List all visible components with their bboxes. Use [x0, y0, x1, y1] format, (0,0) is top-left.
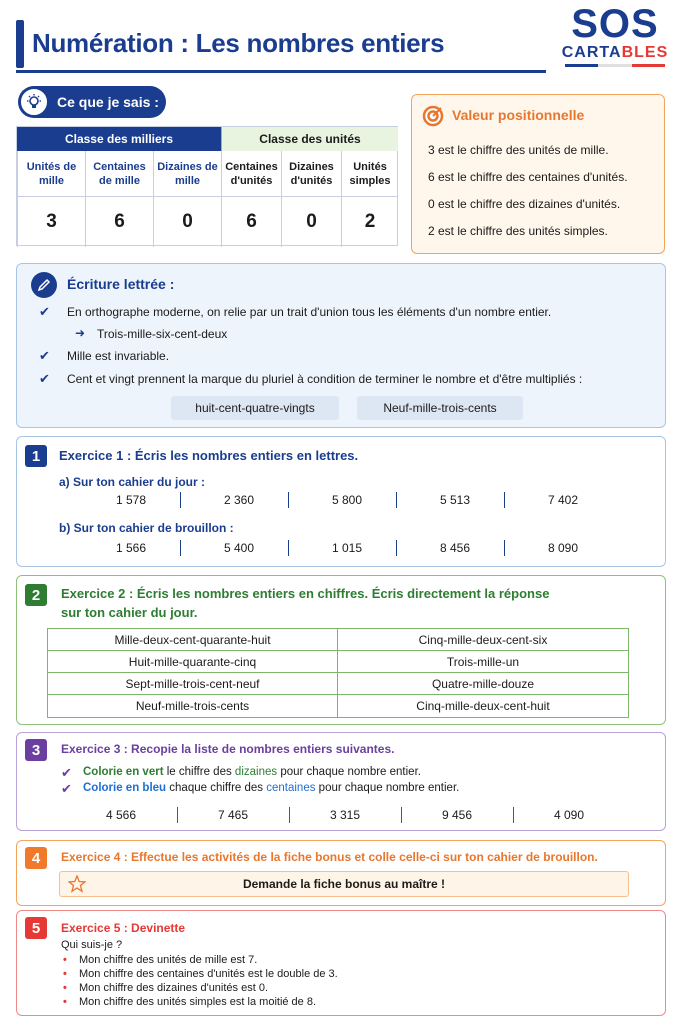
logo-cartables-text: CARTABLES: [561, 44, 669, 61]
grid-cell: Mille-deux-cent-quarante-huit: [48, 629, 338, 651]
grid-cell: Sept-mille-trois-cent-neuf: [48, 673, 338, 695]
instruction-line: Colorie en vert le chiffre des dizaines pour chaque nombre entier.: [83, 766, 421, 778]
riddle-question: Qui suis-je ?: [61, 939, 123, 951]
exercise-subtitle: a) Sur ton cahier du jour :: [59, 475, 206, 489]
exercise-5: [16, 910, 666, 1016]
exercise-4: [16, 840, 666, 906]
separator: [504, 492, 505, 508]
separator: [401, 807, 402, 823]
clue-list: [61, 953, 338, 1009]
positional-line: 2 est le chiffre des unités simples.: [428, 224, 608, 238]
written-rule: Mille est invariable.: [67, 349, 170, 363]
number-item: 9 456: [441, 808, 473, 822]
list-item: • Mon chiffre des dizaines d'unités est 0.: [61, 981, 338, 995]
exercise-number: 5: [25, 917, 47, 939]
number-item: 1 015: [331, 541, 363, 555]
positional-line: 6 est le chiffre des centaines d'unités.: [428, 170, 628, 184]
check-icon: ✔: [39, 371, 50, 386]
separator: [504, 540, 505, 556]
exercise-title: Exercice 5 : Devinette: [61, 921, 186, 935]
exercise-number: 3: [25, 739, 47, 761]
logo-sos-text: SOS: [571, 2, 659, 46]
number-item: 5 513: [439, 493, 471, 507]
bonus-text: Demande la fiche bonus au maître !: [242, 877, 446, 891]
exercise-title: Exercice 3 : Recopie la liste de nombres entiers suivantes.: [61, 742, 395, 756]
know-label: Ce que je sais :: [57, 94, 159, 110]
star-icon: [68, 875, 86, 893]
column-centaines-de-mille: Centaines de mille 6: [85, 151, 153, 247]
column-dizaines-unites: Dizaines d'unités 0: [281, 151, 341, 247]
exercise-2: [16, 575, 666, 725]
list-item: • Mon chiffre des centaines d'unités est le double de 3.: [61, 967, 338, 981]
exercise-number: 1: [25, 445, 47, 467]
separator: [288, 492, 289, 508]
separator: [180, 492, 181, 508]
exercise-title: Exercice 2 : Écris les nombres entiers en chiffres. Écris directement la réponse: [61, 586, 550, 601]
written-title: Écriture lettrée :: [67, 276, 175, 292]
written-example: Trois-mille-six-cent-deux: [97, 327, 228, 341]
number-item: 8 090: [547, 541, 579, 555]
positional-title: Valeur positionnelle: [452, 107, 585, 123]
lightbulb-icon: [19, 87, 49, 117]
separator: [396, 492, 397, 508]
number-item: 8 456: [439, 541, 471, 555]
words-grid: [47, 628, 629, 718]
grid-cell: Trois-mille-un: [338, 651, 628, 673]
column-unites-simples: Unités simples 2: [341, 151, 398, 247]
positional-line: 0 est le chiffre des dizaines d'unités.: [428, 197, 621, 211]
number-item: 5 400: [223, 541, 255, 555]
number-item: 1 566: [115, 541, 147, 555]
number-item: 1 578: [115, 493, 147, 507]
separator: [180, 540, 181, 556]
exercise-title-cont: sur ton cahier du jour.: [61, 605, 198, 620]
title-underline: [16, 70, 546, 73]
number-item: 4 090: [553, 808, 585, 822]
check-icon: ✔: [39, 304, 50, 319]
arrow-right-icon: ➜: [75, 326, 86, 340]
know-badge: [18, 86, 166, 118]
number-item: 7 465: [217, 808, 249, 822]
exercise-title: Exercice 1 : Écris les nombres entiers en lettres.: [59, 448, 359, 463]
number-item: 2 360: [223, 493, 255, 507]
units-class-header: Classe des unités: [221, 127, 398, 151]
grid-cell: Cinq-mille-deux-cent-six: [338, 629, 628, 651]
exercise-subtitle: b) Sur ton cahier de brouillon :: [59, 521, 234, 535]
number-item: 3 315: [329, 808, 361, 822]
example-chip: huit-cent-quatre-vingts: [171, 396, 339, 420]
list-item: • Mon chiffre des unités simples est la moitié de 8.: [61, 995, 338, 1009]
exercise-3: [16, 732, 666, 831]
target-icon: [422, 105, 444, 127]
number-item: 4 566: [105, 808, 137, 822]
exercise-number: 4: [25, 847, 47, 869]
written-rule: Cent et vingt prennent la marque du pluriel à condition de terminer le nombre et d'être multipliés :: [67, 372, 583, 386]
number-row: [77, 493, 617, 507]
written-numbers-box: [16, 263, 666, 428]
grid-cell: Huit-mille-quarante-cinq: [48, 651, 338, 673]
written-rule: En orthographe moderne, on relie par un trait d'union tous les éléments d'un nombre entier.: [67, 305, 552, 319]
check-icon: ✔: [61, 765, 72, 780]
separator: [513, 807, 514, 823]
grid-cell: Cinq-mille-deux-cent-huit: [416, 699, 550, 713]
column-unites-de-mille: Unités de mille 3: [17, 151, 85, 247]
exercise-title: Exercice 4 : Effectue les activités de la fiche bonus et colle celle-ci sur ton cahier de brouillon.: [61, 850, 598, 864]
sos-cartables-logo: [560, 4, 670, 67]
separator: [288, 540, 289, 556]
thousands-class-header: Classe des milliers: [17, 127, 221, 151]
bonus-banner: [59, 871, 629, 897]
separator: [396, 540, 397, 556]
exercise-number: 2: [25, 584, 47, 606]
page-title: Numération : Les nombres entiers: [32, 28, 445, 58]
positional-line: 3 est le chiffre des unités de mille.: [428, 143, 609, 157]
positional-value-box: [411, 94, 665, 254]
pencil-icon: [31, 272, 57, 298]
column-dizaines-de-mille: Dizaines de mille 0: [153, 151, 221, 247]
list-item: • Mon chiffre des unités de mille est 7.: [61, 953, 338, 967]
grid-cell: Neuf-mille-trois-cents: [48, 695, 338, 717]
example-chip: Neuf-mille-trois-cents: [357, 396, 523, 420]
separator: [177, 807, 178, 823]
number-row: [65, 808, 625, 822]
place-value-table: [16, 126, 398, 246]
instruction-line: Colorie en bleu chaque chiffre des centaines pour chaque nombre entier.: [83, 782, 460, 794]
column-centaines-unites: Centaines d'unités 6: [221, 151, 281, 247]
exercise-1: [16, 436, 666, 567]
separator: [289, 807, 290, 823]
number-item: 5 800: [331, 493, 363, 507]
grid-cell: Quatre-mille-douze: [338, 673, 628, 695]
check-icon: ✔: [61, 781, 72, 796]
title-accent-bar: [16, 20, 24, 68]
number-row: [77, 541, 617, 555]
logo-flag-stripe: [565, 64, 665, 67]
check-icon: ✔: [39, 348, 50, 363]
number-item: 7 402: [547, 493, 579, 507]
